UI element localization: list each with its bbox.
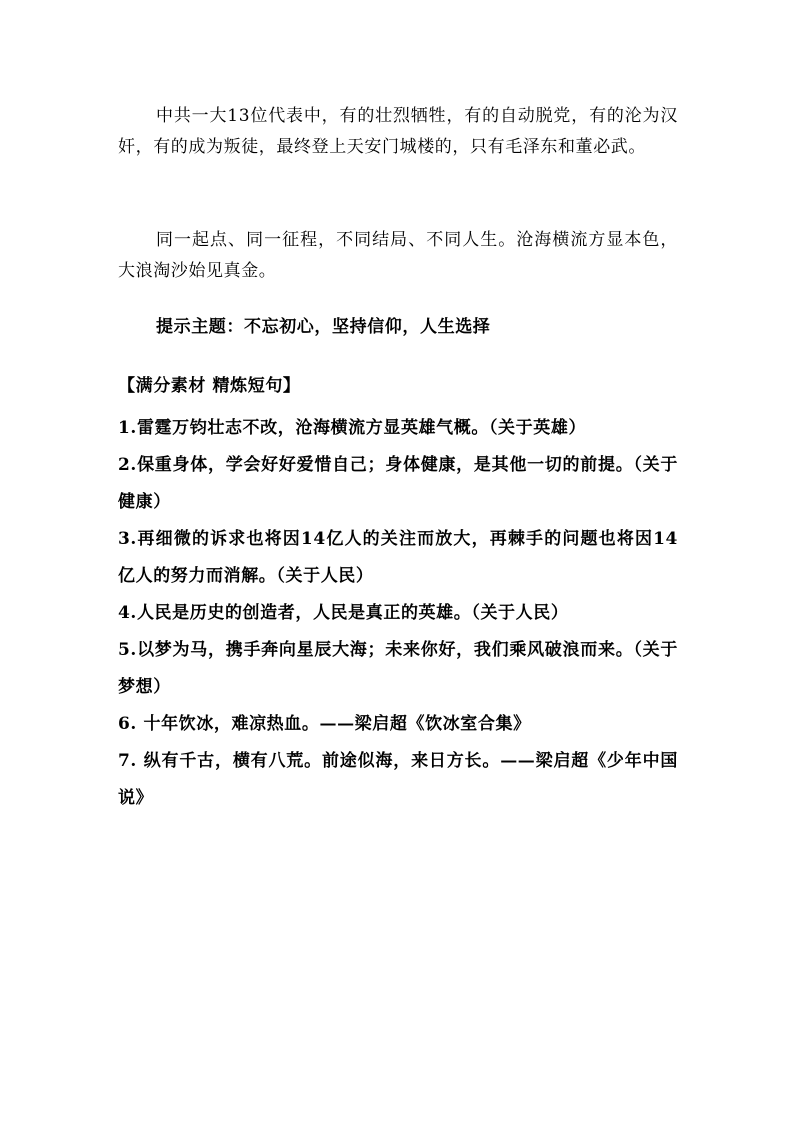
intro-paragraph-1: 中共一大13位代表中，有的壮烈牺牲，有的自动脱党，有的沦为汉奸，有的成为叛徒，最终登上天安门城楼的，只有毛泽东和董必武。	[118, 106, 678, 157]
theme-line: 提示主题：不忘初心，坚持信仰，人生选择	[156, 317, 491, 337]
section-title: 【满分素材 精炼短句】	[118, 376, 301, 396]
quote-item: 2.保重身体，学会好好爱惜自己；身体健康，是其他一切的前提。（关于健康）	[118, 455, 678, 512]
intro-paragraph-2: 同一起点、同一征程，不同结局、不同人生。沧海横流方显本色，大浪淘沙始见真金。	[118, 230, 678, 281]
quote-item: 1.雷霆万钧壮志不改，沧海横流方显英雄气概。（关于英雄）	[118, 418, 587, 438]
quote-item: 7. 纵有千古，横有八荒。前途似海，来日方长。——梁启超《少年中国说》	[118, 751, 678, 808]
quote-list	[118, 410, 678, 817]
quote-item: 3.再细微的诉求也将因14亿人的关注而放大，再棘手的问题也将因14亿人的努力而消解。（关于人民）	[118, 529, 678, 586]
quote-item: 6. 十年饮冰，难凉热血。——梁启超《饮冰室合集》	[118, 714, 531, 734]
quote-item: 5.以梦为马，携手奔向星辰大海；未来你好，我们乘风破浪而来。（关于梦想）	[118, 640, 678, 697]
quote-item: 4.人民是历史的创造者，人民是真正的英雄。（关于人民）	[118, 603, 569, 623]
